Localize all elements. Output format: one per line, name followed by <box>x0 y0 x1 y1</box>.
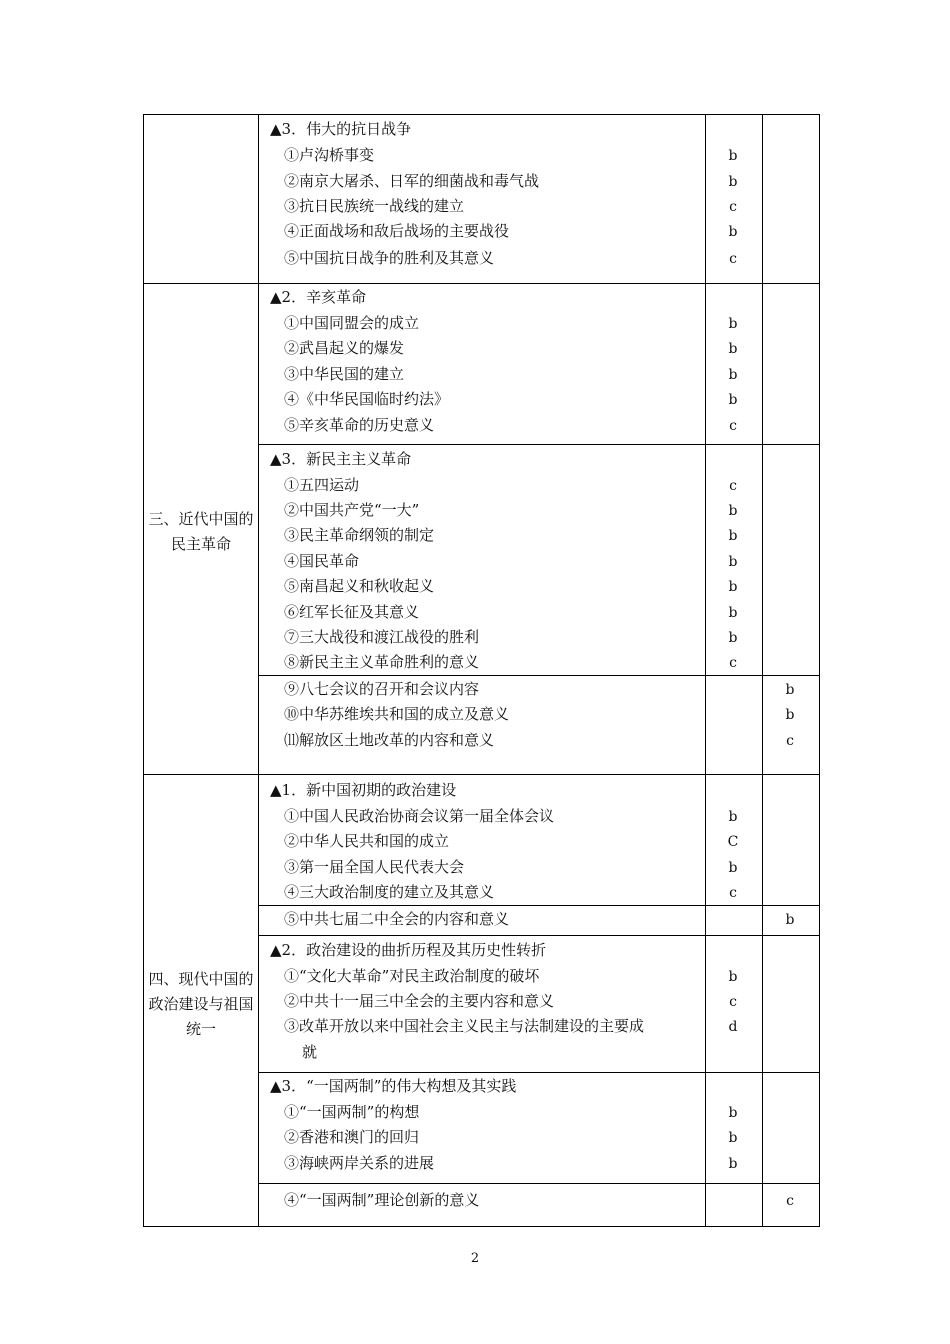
section-heading: ▲1．新中国初期的政治建设 <box>270 781 457 799</box>
topic-cell-political-unification: 四、现代中国的政治建设与祖国统一 <box>148 970 254 1038</box>
level-a-cell: b <box>728 148 738 164</box>
item-text: ①中国人民政治协商会议第一届全体会议 <box>284 807 555 825</box>
item-text: ④“一国两制”理论创新的意义 <box>284 1191 480 1209</box>
topic-cell-modern-revolution: 三、近代中国的民主革命 <box>148 510 254 553</box>
item-text: ⑩中华苏维埃共和国的成立及意义 <box>284 705 510 723</box>
level-a-cell: c <box>729 655 737 671</box>
item-text: ③抗日民族统一战线的建立 <box>284 197 465 215</box>
level-b-cell: c <box>786 733 794 749</box>
item-text: ⑥红军长征及其意义 <box>284 603 420 621</box>
level-a-cell: C <box>727 834 739 850</box>
item-text: ③中华民国的建立 <box>284 365 405 383</box>
item-text: ②中国共产党“一大” <box>284 501 420 519</box>
item-text: ⑤南昌起义和秋收起义 <box>284 577 435 595</box>
item-text: ⑧新民主主义革命胜利的意义 <box>284 653 480 671</box>
item-text: ④《中华民国临时约法》 <box>284 390 450 408</box>
item-text: ②南京大屠杀、日军的细菌战和毒气战 <box>284 172 540 190</box>
level-a-cell: b <box>728 224 738 240</box>
row-divider <box>258 1183 819 1184</box>
item-text: ①“一国两制”的构想 <box>284 1103 420 1121</box>
item-text: ⑾解放区土地改革的内容和意义 <box>284 731 495 749</box>
item-text: ①卢沟桥事变 <box>284 146 375 164</box>
item-text: ⑤中国抗日战争的胜利及其意义 <box>284 249 495 267</box>
level-a-cell: b <box>728 528 738 544</box>
level-a-cell: b <box>728 630 738 646</box>
level-a-cell: c <box>729 994 737 1010</box>
item-text: ④三大政治制度的建立及其意义 <box>284 883 495 901</box>
level-b-cell: b <box>785 707 795 723</box>
page-number: 2 <box>470 1251 480 1266</box>
level-b-cell: c <box>786 1193 794 1209</box>
item-text: ③海峡两岸关系的进展 <box>284 1154 435 1172</box>
level-a-cell: b <box>728 605 738 621</box>
section-heading: ▲3．新民主主义革命 <box>270 450 412 468</box>
item-text: ③民主革命纲领的制定 <box>284 526 435 544</box>
item-text: ②武昌起义的爆发 <box>284 339 405 357</box>
item-text: ②中共十一届三中全会的主要内容和意义 <box>284 992 555 1010</box>
level-a-cell: b <box>728 341 738 357</box>
row-divider <box>258 1072 819 1073</box>
row-divider <box>258 444 819 445</box>
level-a-cell: c <box>729 418 737 434</box>
level-a-cell: b <box>728 860 738 876</box>
level-a-cell: b <box>728 1105 738 1121</box>
item-text: ⑦三大战役和渡江战役的胜利 <box>284 628 480 646</box>
row-divider <box>258 675 819 676</box>
row-divider <box>144 774 819 775</box>
item-text: ②中华人民共和国的成立 <box>284 832 450 850</box>
level-a-cell: b <box>728 809 738 825</box>
section-heading: ▲2．辛亥革命 <box>270 288 367 306</box>
row-divider <box>144 283 819 284</box>
level-a-cell: b <box>728 503 738 519</box>
item-text: 就 <box>302 1043 318 1061</box>
item-text: ⑤辛亥革命的历史意义 <box>284 416 435 434</box>
section-heading: ▲3．“一国两制”的伟大构想及其实践 <box>270 1077 517 1095</box>
level-a-cell: b <box>728 554 738 570</box>
level-a-cell: b <box>728 392 738 408</box>
level-a-cell: c <box>729 478 737 494</box>
row-divider <box>258 935 819 936</box>
level-a-cell: b <box>728 174 738 190</box>
section-heading: ▲3．伟大的抗日战争 <box>270 120 412 138</box>
column-divider <box>258 115 259 1226</box>
level-a-cell: b <box>728 1130 738 1146</box>
item-text: ①五四运动 <box>284 476 360 494</box>
level-a-cell: b <box>728 1156 738 1172</box>
item-text: ①中国同盟会的成立 <box>284 314 420 332</box>
level-a-cell: c <box>729 199 737 215</box>
item-text: ②香港和澳门的回归 <box>284 1128 420 1146</box>
item-text: ①“文化大革命”对民主政治制度的破坏 <box>284 967 540 985</box>
column-divider <box>762 115 763 1226</box>
level-a-cell: c <box>729 885 737 901</box>
level-b-cell: b <box>785 682 795 698</box>
level-b-cell: b <box>785 912 795 928</box>
level-a-cell: b <box>728 969 738 985</box>
item-text: ④国民革命 <box>284 552 360 570</box>
item-text: ⑤中共七届二中全会的内容和意义 <box>284 910 510 928</box>
curriculum-table <box>143 114 820 1227</box>
level-a-cell: b <box>728 316 738 332</box>
item-text: ④正面战场和敌后战场的主要战役 <box>284 222 510 240</box>
level-a-cell: c <box>729 251 737 267</box>
item-text: ③改革开放以来中国社会主义民主与法制建设的主要成 <box>284 1017 645 1035</box>
row-divider <box>258 905 819 906</box>
level-a-cell: b <box>728 367 738 383</box>
section-heading: ▲2．政治建设的曲折历程及其历史性转折 <box>270 941 547 959</box>
item-text: ③第一届全国人民代表大会 <box>284 858 465 876</box>
level-a-cell: d <box>728 1019 738 1035</box>
item-text: ⑨八七会议的召开和会议内容 <box>284 680 480 698</box>
level-a-cell: b <box>728 579 738 595</box>
